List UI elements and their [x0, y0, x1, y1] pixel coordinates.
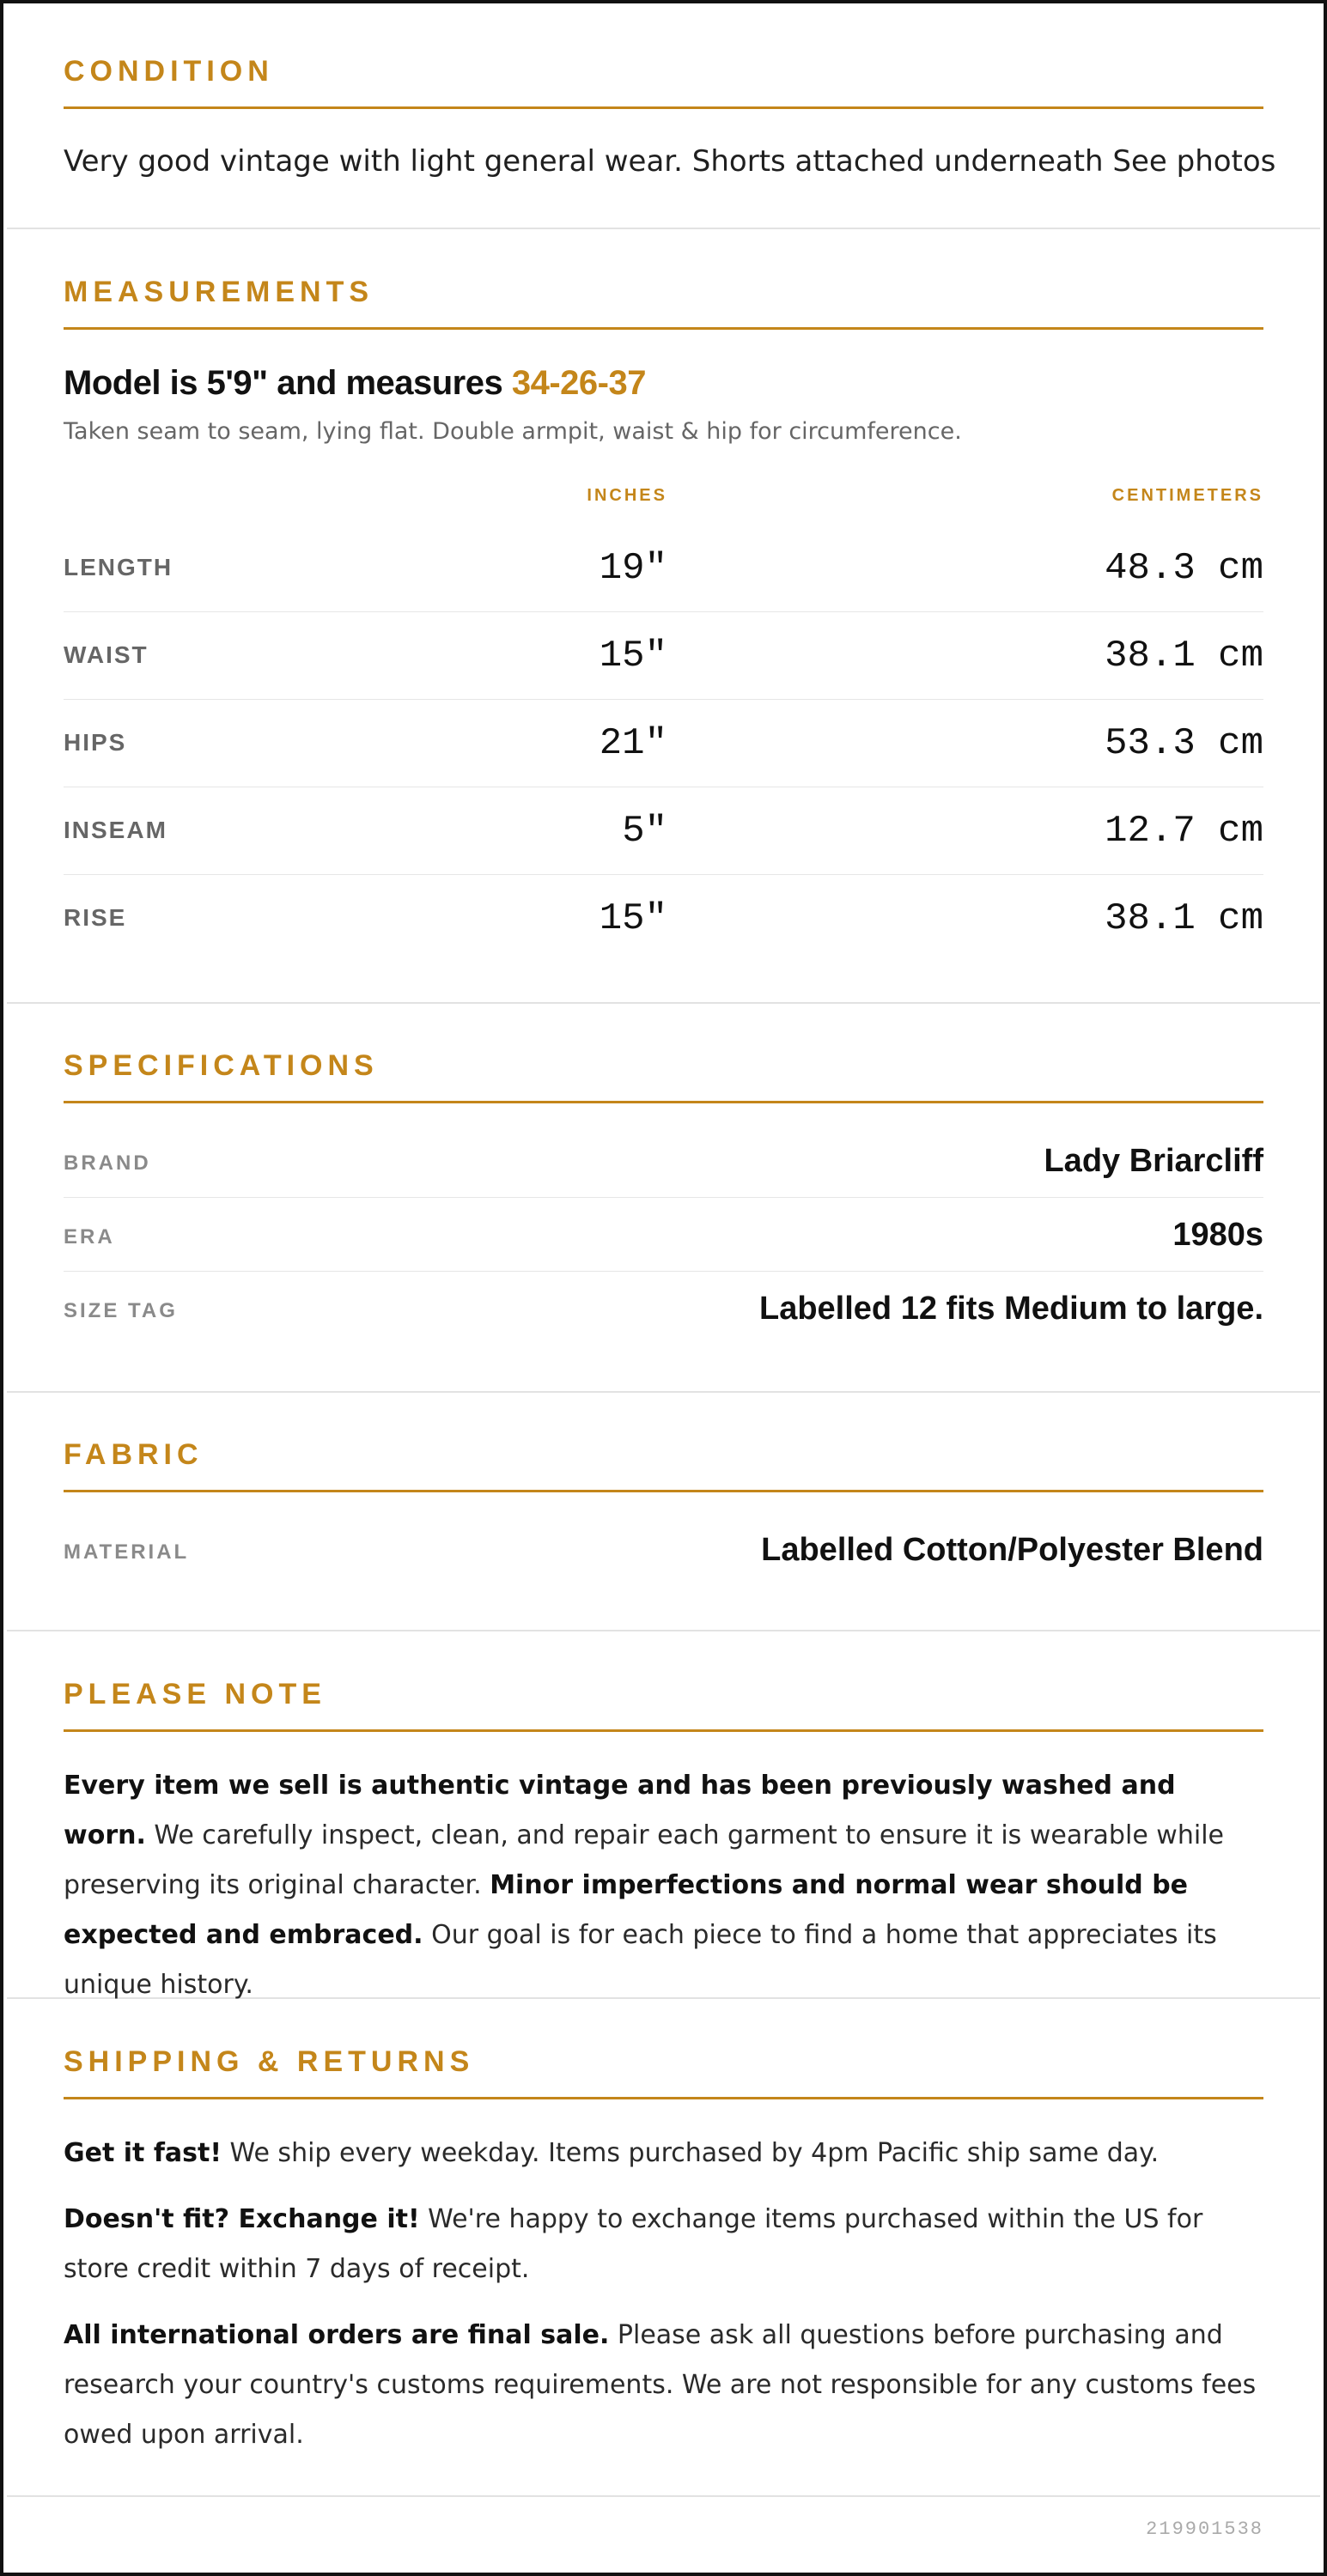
shipping-text-3: Please ask all questions before purchasing and research your country's customs requirements. We are not responsible for any customs fees owed upon arrival.	[64, 2320, 1257, 2450]
please-note-text	[64, 1761, 1263, 2010]
measure-label: WAIST	[64, 641, 149, 668]
measure-cm: 38.1 cm	[1105, 897, 1263, 940]
note-text-2: Our goal is for each piece to find a home that appreciates its unique history.	[64, 1920, 1217, 2000]
shipping-heading: SHIPPING & RETURNS	[64, 2045, 475, 2078]
measure-cm: 12.7 cm	[1105, 810, 1263, 853]
fabric-rule	[64, 1490, 1263, 1492]
measure-row-length	[64, 525, 1263, 612]
shipping-rule	[64, 2097, 1263, 2099]
spec-value: Lady Briarcliff	[1044, 1143, 1263, 1179]
measure-inches: 15"	[599, 897, 667, 940]
spec-value: Labelled 12 fits Medium to large.	[758, 1291, 1263, 1327]
fabric-row-material	[64, 1513, 1263, 1587]
model-prefix: Model is 5'9" and measures	[64, 364, 512, 402]
condition-rule	[64, 106, 1263, 109]
measure-row-inseam	[64, 787, 1263, 875]
measure-label: INSEAM	[64, 817, 167, 843]
measure-inches: 19"	[599, 547, 667, 590]
shipping-paragraph-3	[64, 2311, 1263, 2460]
please-note-section	[7, 1631, 1320, 1999]
shipping-bold-3: All international orders are final sale.	[64, 2320, 610, 2350]
please-note-rule	[64, 1729, 1263, 1732]
measurements-section	[7, 229, 1320, 1004]
centimeters-column-header: CENTIMETERS	[1111, 486, 1263, 505]
measure-row-waist	[64, 612, 1263, 700]
spec-value: 1980s	[1172, 1217, 1263, 1253]
note-bold-2: Minor imperfections and normal wear should be expected and embraced.	[64, 1870, 1189, 1950]
model-measures	[64, 364, 646, 403]
shipping-text-1: We ship every weekday. Items purchased by 4pm Pacific ship same day.	[222, 2138, 1160, 2168]
measure-subtitle: Taken seam to seam, lying flat. Double armpit, waist & hip for circumference.	[64, 418, 962, 445]
note-text-1: We carefully inspect, clean, and repair each garment to ensure it is wearable while preserving its original character.	[64, 1820, 1224, 1900]
shipping-bold-1: Get it fast!	[64, 2138, 222, 2168]
shipping-paragraph-1	[64, 2129, 1263, 2178]
condition-text: Very good vintage with light general wear. Shorts attached underneath See photos	[64, 144, 1276, 179]
fabric-label: MATERIAL	[64, 1540, 190, 1564]
spec-label: ERA	[64, 1225, 115, 1249]
item-serial-number: 219901538	[1146, 2518, 1263, 2540]
inches-column-header: INCHES	[587, 486, 667, 505]
measure-row-hips	[64, 700, 1263, 787]
measure-row-rise	[64, 875, 1263, 963]
condition-heading: CONDITION	[64, 55, 274, 88]
measurements-rule	[64, 327, 1263, 330]
specifications-heading: SPECIFICATIONS	[64, 1049, 379, 1082]
measure-inches: 21"	[599, 722, 667, 765]
specifications-section	[7, 1004, 1320, 1393]
spec-label: SIZE TAG	[64, 1299, 178, 1322]
note-bold-1: Every item we sell is authentic vintage and has been previously washed and worn.	[64, 1771, 1176, 1850]
measure-inches: 15"	[599, 635, 667, 677]
shipping-bold-2: Doesn't fit? Exchange it!	[64, 2204, 420, 2234]
spec-row-brand	[64, 1124, 1263, 1198]
measure-label: RISE	[64, 904, 127, 931]
spec-row-size-tag	[64, 1272, 1263, 1346]
measure-cm: 48.3 cm	[1105, 547, 1263, 590]
condition-section	[7, 7, 1320, 229]
measure-inches: 5"	[622, 810, 667, 853]
shipping-section	[7, 1999, 1320, 2497]
spec-label: BRAND	[64, 1151, 151, 1175]
spec-row-era	[64, 1198, 1263, 1272]
measure-cm: 53.3 cm	[1105, 722, 1263, 765]
fabric-section	[7, 1393, 1320, 1631]
shipping-paragraph-2	[64, 2195, 1263, 2294]
measure-label: HIPS	[64, 729, 127, 756]
measure-label: LENGTH	[64, 554, 173, 580]
measurements-heading: MEASUREMENTS	[64, 276, 374, 308]
model-measures-value: 34-26-37	[511, 364, 646, 402]
fabric-heading: FABRIC	[64, 1438, 204, 1471]
fabric-value: Labelled Cotton/Polyester Blend	[761, 1532, 1263, 1568]
measure-cm: 38.1 cm	[1105, 635, 1263, 677]
specifications-rule	[64, 1101, 1263, 1103]
please-note-heading: PLEASE NOTE	[64, 1678, 326, 1710]
shipping-text-2: We're happy to exchange items purchased within the US for store credit within 7 days of receipt.	[64, 2204, 1203, 2284]
